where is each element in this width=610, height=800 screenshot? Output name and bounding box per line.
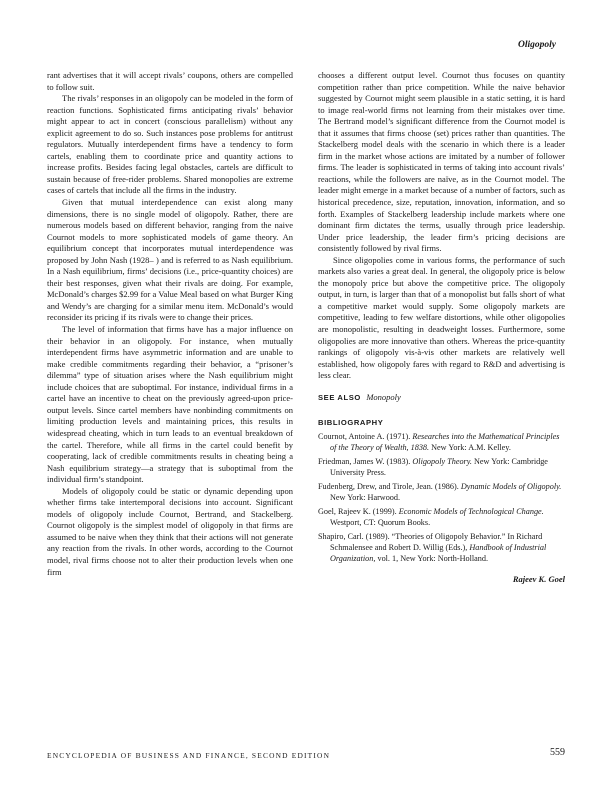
bibliography-entry: Fudenberg, Drew, and Tirole, Jean. (1986). Dynamic Models of Oligopoly. New York: Harwood. [318,481,562,502]
page-number: 559 [550,747,565,758]
paragraph: The rivals’ responses in an oligopoly can be modeled in the form of reaction functions. Sophisticated firms anticipating rivals’ behavior might appear to act in concert (conscious parallelism) without any explicit agreement to do so. Such instances pose problems for antitrust regulators. Mutually interdependent firms have a tendency to form cartels, enabling them to coordinate price and quantity actions to increase profits. Besides facing legal obstacles, cartels are difficult to sustain because of free-rider problems. Shared monopolies are extreme cases of cartels that include all the firms in the industry. [47,93,293,196]
paragraph: Given that mutual interdependence can exist along many dimensions, there is no single model of oligopoly. Rather, there are numerous models based on different behavior, ranging from the naive Cournot models to more sophisticated models of game theory. An equilibrium concept that incorporates mutual interdependence was proposed by John Nash (1928– ) and is referred to as Nash equilibrium. In a Nash equilibrium, firms’ decisions (i.e., price-quantity choices) are their best responses, given what their rivals are doing. For example, McDonald’s charges $2.99 for a Value Meal based on what Burger King and Wendy’s are charging for a similar menu item. McDonald’s would reconsider its pricing if its rivals were to change their prices. [47,197,293,323]
paragraph: Since oligopolies come in various forms, the performance of such markets also varies a great deal. In general, the oligopoly price is below the monopoly price but above the competitive price. The oligopoly output, in turn, is larger than that of a monopolist but falls short of what a competitive market would supply. Some oligopoly markets are competitive, leading to few welfare distortions, while other oligopolies are monopolistic, resulting in deadweight losses. Furthermore, some oligopolies are more innovative than others. Whereas the price-quantity rankings of oligopoly vis-à-vis other markets are relatively well established, how oligopoly fares with regard to R&D and advertising is less clear. [318,254,565,381]
paragraph: rant advertises that it will accept rivals’ coupons, others are compelled to follow suit. [47,70,293,92]
left-column [47,70,293,578]
paragraph: chooses a different output level. Cournot thus focuses on quantity competition rather than price competition. While the naive behavior suggested by Cournot might seem plausible in a static setting, it is hard to image real-world firms not learning from their mistakes over time. The Bertrand model’s significant difference from the Cournot model is that it assumes that firms choose (set) prices rather than quantities. The Stackelberg model deals with the scenario in which there is a leader firm in the market whose actions are imitated by a number of follower firms. The leader is sophisticated in terms of taking into account rivals’ reactions, while the followers are naïve, as in the Cournot model. The leader might emerge in a market because of a number of factors, such as historical precedence, size, reputation, innovation, information, and so forth. Examples of Stackelberg leadership include markets where one dominant firm dictates the terms, usually through price leadership. Under price leadership, the leader firm’s pricing decisions are consistently followed by rival firms. [318,70,565,254]
see-also-link[interactable]: Monopoly [366,391,401,402]
bibliography-entry: Cournot, Antoine A. (1971). Researches into the Mathematical Principles of the Theory of Wealth, 1838. New York: A.M. Kelley. [318,431,560,452]
bibliography-entry: Shapiro, Carl. (1989). “Theories of Oligopoly Behavior.” In Richard Schmalensee and Robert D. Willig (Eds.), Handbook of Industrial Organization, vol. 1, New York: North-Holland. [318,531,547,563]
paragraph: Models of oligopoly could be static or dynamic depending upon whether firms take intertemporal decisions into account. Significant models of oligopoly include Cournot, Bertrand, and Stackelberg. Cournot oligopoly is the simplest model of oligopoly in that firms are assumed to be naive when they think that their actions will not generate any reaction from the rivals. In other words, according to the Cournot model, rival firms choose not to alter their production levels when one firm [47,485,293,577]
running-head: Oligopoly [518,40,556,50]
see-also-label: SEE ALSO [318,392,361,402]
bibliography-entry: Goel, Rajeev K. (1999). Economic Models of Technological Change. Westport, CT: Quorum Books. [318,506,544,527]
see-also [318,392,565,404]
paragraph: The level of information that firms have has a major influence on their behavior in an oligopoly. For instance, when mutually interdependent firms have asymmetric information and are unable to make credible commitments regarding their behavior, a “prisoner’s dilemma” type of situation arises where the Nash equilibrium might include choices that are suboptimal. For instance, individual firms in a cartel have an incentive to cheat on the previously agreed-upon price-output levels. Since cartel members have nonbinding commitments on limiting production levels and maintaining prices, this results in widespread cheating, which in turn leads to an eventual breakdown of the cartel. Therefore, while all firms in the cartel could benefit by cooperating, lack of credible commitments results in cheating being a Nash equilibrium strategy—a strategy that is suboptimal from the individual firm’s standpoint. [47,324,293,485]
bibliography-heading: BIBLIOGRAPHY [318,418,384,428]
footer-book-title: ENCYCLOPEDIA OF BUSINESS AND FINANCE, SECOND EDITION [47,751,331,760]
bibliography-entry: Friedman, James W. (1983). Oligopoly Theory. New York: Cambridge University Press. [318,456,548,477]
article-author: Rajeev K. Goel [512,573,565,584]
right-column [318,70,565,585]
